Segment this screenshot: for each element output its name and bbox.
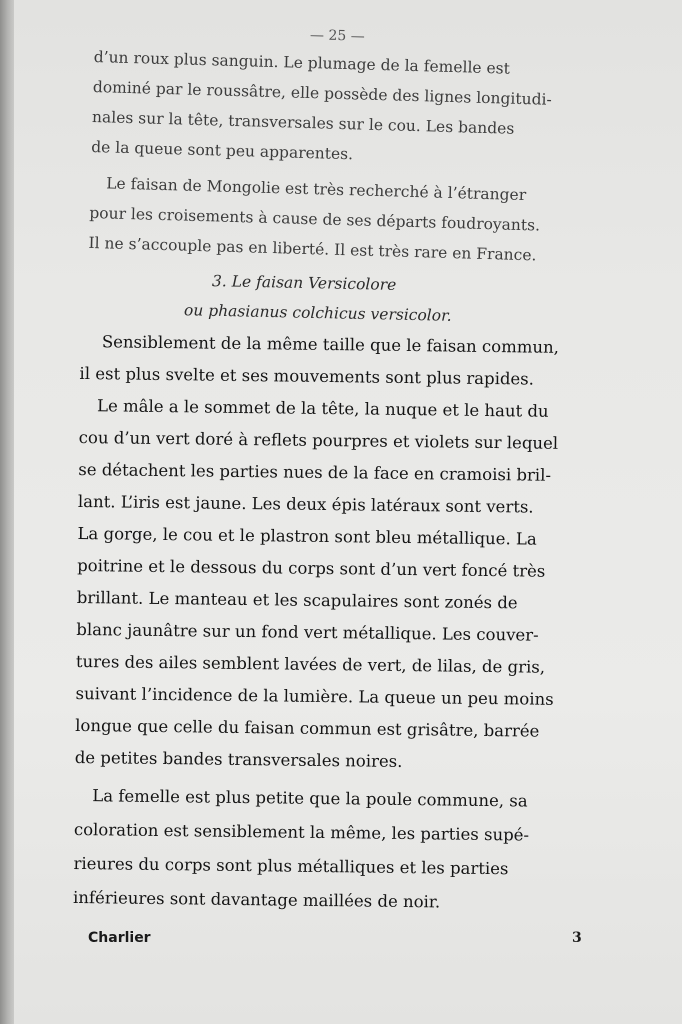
- text-line: se détachent les parties nues de la face en cramoisi bril-: [78, 459, 552, 485]
- section-heading-line-1: 3. Le faisan Versicolore: [211, 272, 397, 294]
- footer-author: Charlier: [88, 930, 151, 946]
- footer-signature-mark: 3: [572, 930, 582, 946]
- text-line: brillant. Le manteau et les scapulaires sont zonés de: [76, 587, 518, 613]
- adjacent-page-edge: [0, 0, 14, 1024]
- text-line: Le mâle a le sommet de la tête, la nuque et le haut du: [96, 396, 549, 421]
- text-line: Le faisan de Mongolie est très recherché à l’étranger: [105, 174, 527, 205]
- text-line: lant. L’iris est jaune. Les deux épis latéraux sont verts.: [77, 491, 534, 517]
- text-line: Sensiblement de la même taille que le faisan commun,: [101, 332, 560, 357]
- text-line: cou d’un vert doré à reflets pourpres et violets sur lequel: [78, 427, 559, 453]
- page-number: — 25 —: [309, 27, 365, 45]
- text-line: de petites bandes transversales noires.: [74, 747, 403, 771]
- text-line: de la queue sont peu apparentes.: [90, 137, 354, 164]
- text-line: Il ne s’accouple pas en liberté. Il est très rare en France.: [88, 233, 537, 265]
- text-line: pour les croisements à cause de ses départs foudroyants.: [89, 203, 541, 235]
- text-line: tures des ailes semblent lavées de vert, de lilas, de gris,: [75, 651, 546, 677]
- text-line: longue que celle du faisan commun est grisâtre, barrée: [75, 715, 540, 741]
- text-line: dominé par le roussâtre, elle possède des lignes longitudi-: [92, 77, 552, 109]
- text-line: d’un roux plus sanguin. Le plumage de la femelle est: [93, 48, 511, 78]
- text-line: poitrine et le dessous du corps sont d’un vert foncé très: [77, 555, 546, 581]
- text-line: il est plus svelte et ses mouvements sont plus rapides.: [79, 363, 535, 389]
- book-page: [14, 0, 682, 1024]
- text-line: La femelle est plus petite que la poule commune, sa: [92, 786, 528, 811]
- text-line: blanc jaunâtre sur un fond vert métallique. Les couver-: [76, 619, 539, 645]
- text-line: coloration est sensiblement la même, les parties supé-: [73, 819, 530, 845]
- text-line: suivant l’incidence de la lumière. La queue un peu moins: [75, 683, 554, 709]
- text-line: inférieures sont davantage maillées de noir.: [72, 887, 441, 912]
- text-line: rieures du corps sont plus métalliques et les parties: [73, 853, 509, 879]
- text-line: La gorge, le cou et le plastron sont bleu métallique. La: [77, 523, 537, 549]
- section-heading-line-2: ou phasianus colchicus versicolor.: [183, 301, 452, 325]
- text-line: nales sur la tête, transversales sur le cou. Les bandes: [91, 107, 515, 138]
